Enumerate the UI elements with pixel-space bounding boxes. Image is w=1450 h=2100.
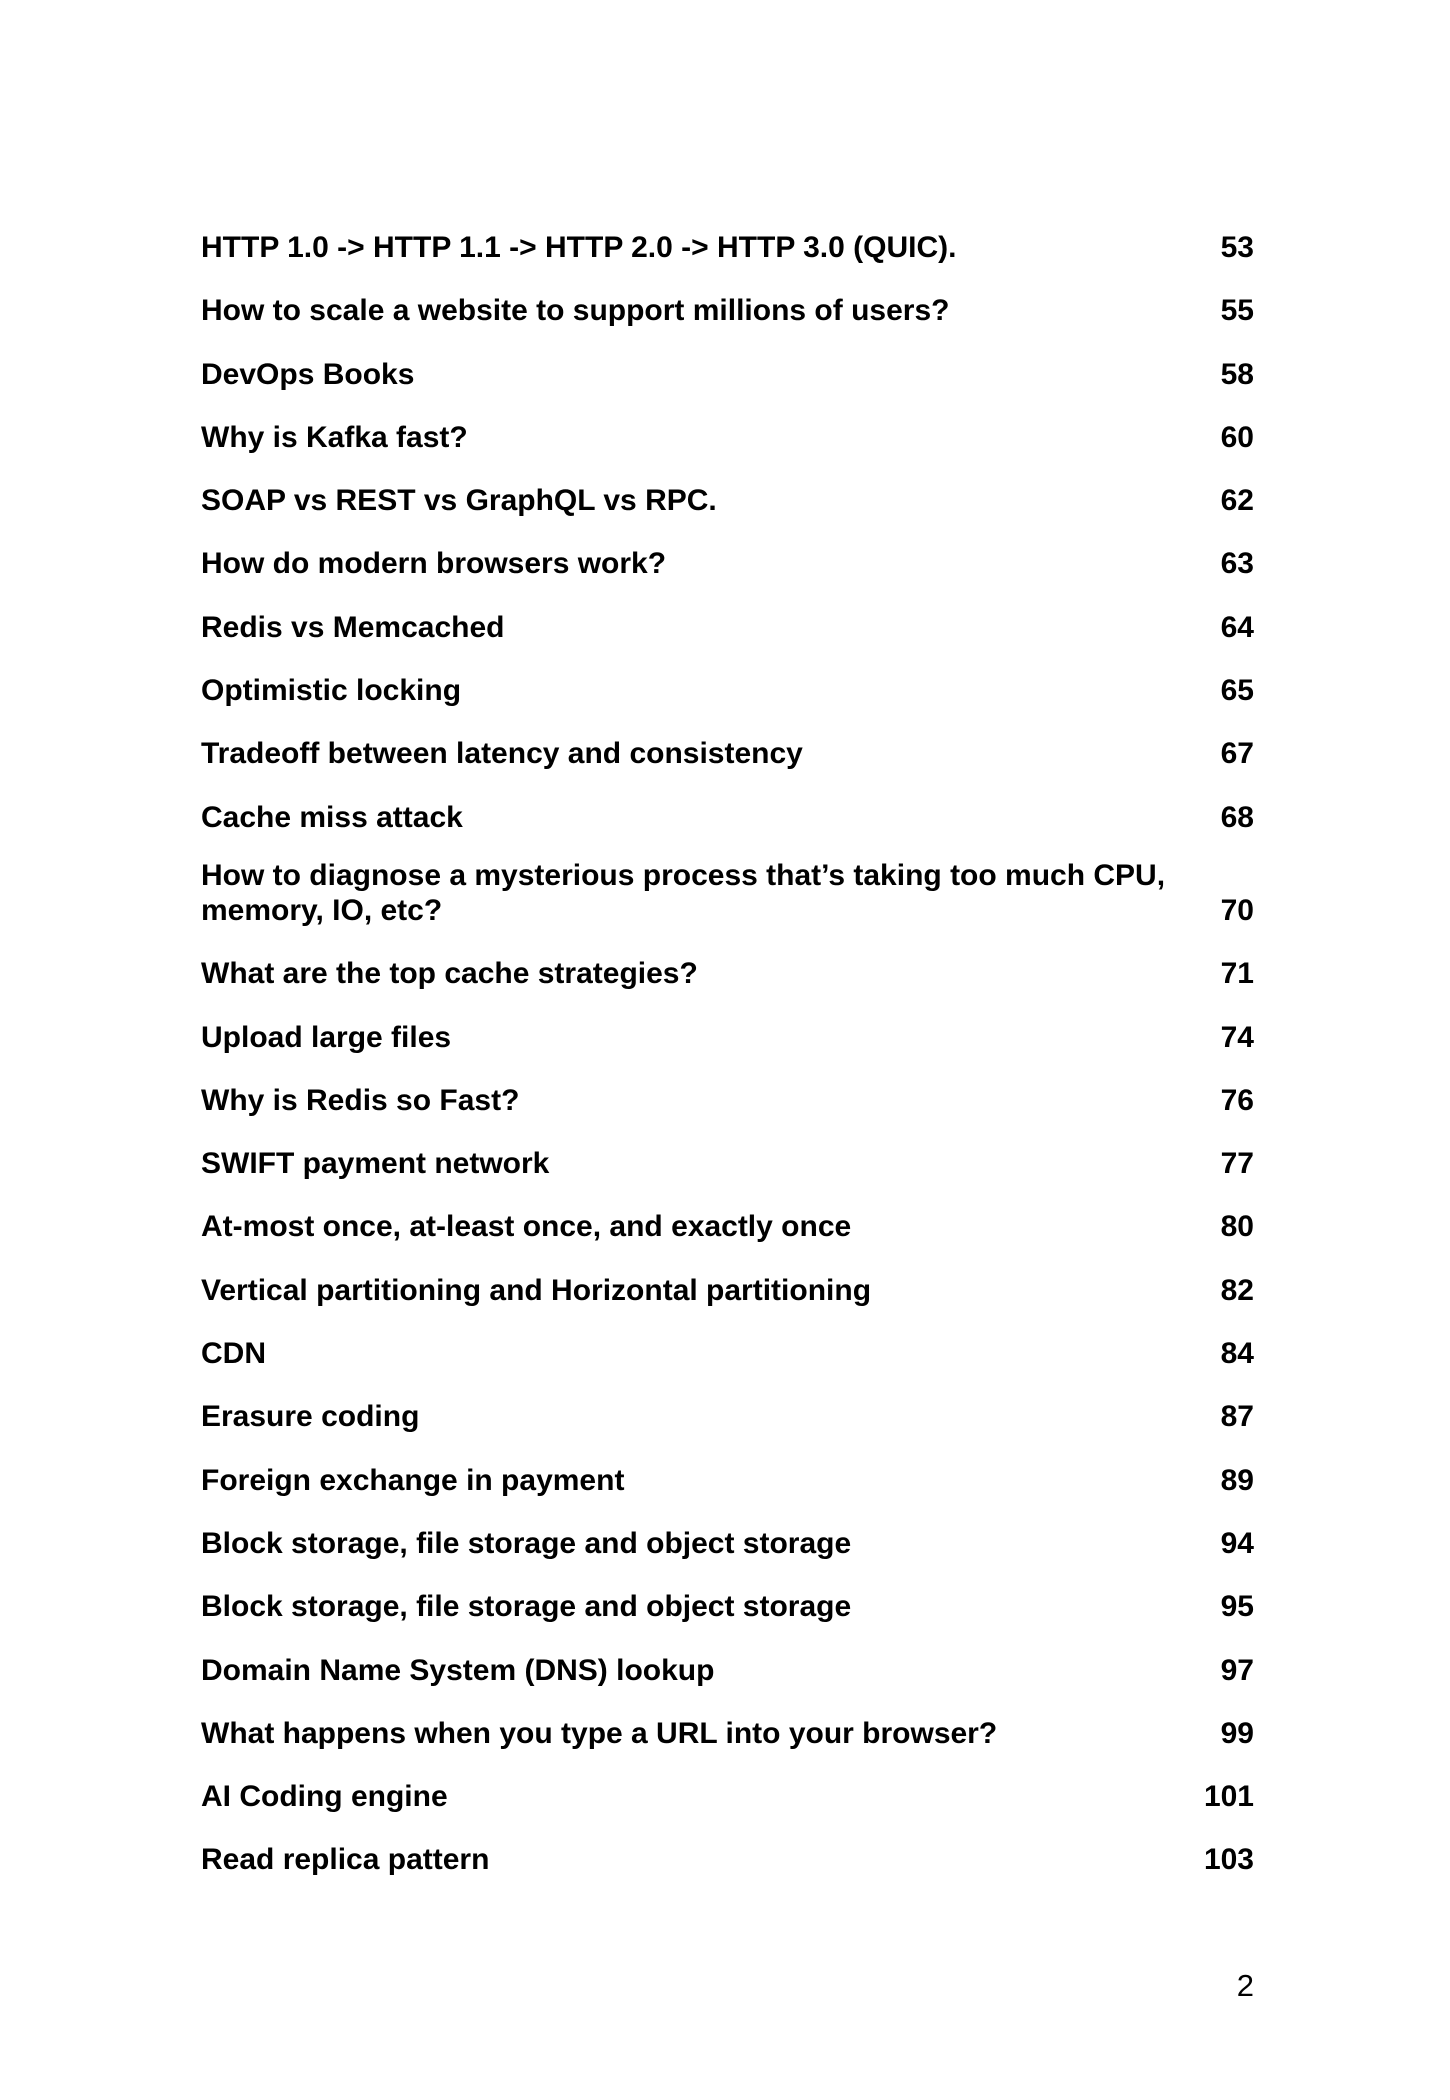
toc-entry-title: AI Coding engine — [201, 1780, 448, 1814]
toc-entry-title: How do modern browsers work? — [201, 547, 667, 581]
toc-entry-page: 87 — [1220, 1400, 1254, 1434]
toc-entry[interactable] — [201, 1268, 1254, 1308]
toc-entry-page: 64 — [1220, 610, 1254, 644]
toc-entry-page: 82 — [1220, 1273, 1254, 1307]
toc-entry-title: Why is Kafka fast? — [201, 420, 468, 454]
toc-entry-page: 80 — [1220, 1210, 1254, 1244]
toc-entry-title: Redis vs Memcached — [201, 610, 505, 644]
toc-entry-title: Upload large files — [201, 1020, 452, 1054]
toc-entry-title: DevOps Books — [201, 357, 415, 391]
toc-entry-title: Foreign exchange in payment — [201, 1463, 625, 1497]
toc-entry-page: 84 — [1220, 1337, 1254, 1371]
toc-entry-page: 62 — [1220, 484, 1254, 518]
page-number: 2 — [1236, 1968, 1254, 2003]
toc-entry-title: Erasure coding — [201, 1400, 420, 1434]
toc-entry-title: HTTP 1.0 -> HTTP 1.1 -> HTTP 2.0 -> HTTP 3.0 (QUIC). — [201, 231, 957, 264]
toc-entry-title: Why is Redis so Fast? — [201, 1083, 520, 1117]
table-of-contents — [201, 225, 1254, 1901]
toc-entry[interactable] — [201, 288, 1254, 328]
toc-entry[interactable] — [201, 795, 1254, 835]
toc-entry-page: 89 — [1220, 1463, 1254, 1497]
toc-entry-title: At-most once, at-least once, and exactly once — [201, 1210, 852, 1244]
toc-entry-page: 71 — [1220, 957, 1254, 991]
toc-entry-title: SOAP vs REST vs GraphQL vs RPC. — [201, 484, 717, 518]
toc-entry-page: 68 — [1220, 800, 1254, 834]
toc-entry-page: 97 — [1220, 1653, 1254, 1687]
toc-entry[interactable] — [201, 1521, 1254, 1561]
toc-entry-title: What are the top cache strategies? — [201, 957, 698, 991]
toc-entry[interactable] — [201, 1078, 1254, 1118]
toc-entry-title: How to scale a website to support millions of users? — [201, 294, 950, 328]
toc-entry-page: 60 — [1220, 420, 1254, 454]
toc-entry-title: CDN — [201, 1337, 266, 1371]
toc-entry-page: 58 — [1220, 357, 1254, 391]
toc-entry-page: 103 — [1203, 1843, 1254, 1877]
toc-entry-page: 94 — [1220, 1526, 1254, 1560]
toc-entry[interactable] — [201, 1711, 1254, 1751]
toc-entry[interactable] — [201, 1204, 1254, 1244]
toc-entry-page: 65 — [1220, 674, 1254, 708]
toc-entry-title: Cache miss attack — [201, 800, 463, 834]
toc-entry-title: What happens when you type a URL into your browser? — [201, 1716, 998, 1750]
toc-entry-page: 55 — [1220, 294, 1254, 328]
toc-entry[interactable] — [201, 541, 1254, 581]
toc-entry-page: 63 — [1220, 547, 1254, 581]
toc-entry[interactable] — [201, 1141, 1254, 1181]
toc-entry-page: 67 — [1220, 737, 1254, 771]
toc-entry[interactable] — [201, 478, 1254, 518]
toc-entry-page: 101 — [1203, 1780, 1254, 1814]
toc-entry-title: Optimistic locking — [201, 674, 462, 708]
toc-entry-title: Vertical partitioning and Horizontal partitioning — [201, 1273, 872, 1307]
toc-entry-page: 74 — [1220, 1020, 1254, 1054]
toc-entry[interactable] — [201, 1458, 1254, 1498]
toc-entry[interactable] — [201, 415, 1254, 455]
toc-entry[interactable] — [201, 352, 1254, 392]
toc-entry-page: 76 — [1220, 1083, 1254, 1117]
toc-entry-title: Block storage, file storage and object storage — [201, 1590, 852, 1624]
toc-entry-page: 53 — [1220, 231, 1254, 264]
toc-entry-page: 99 — [1220, 1716, 1254, 1750]
toc-entry[interactable] — [201, 605, 1254, 645]
toc-entry[interactable] — [201, 1015, 1254, 1055]
toc-entry-title: How to diagnose a mysterious process that’s taking too much CPU, memory, IO, etc? — [201, 858, 1166, 927]
toc-entry-title: Read replica pattern — [201, 1843, 490, 1877]
toc-entry[interactable] — [201, 858, 1254, 928]
toc-entry[interactable] — [201, 225, 1254, 265]
toc-entry-title: SWIFT payment network — [201, 1147, 550, 1181]
toc-entry[interactable] — [201, 951, 1254, 991]
toc-entry[interactable] — [201, 1584, 1254, 1624]
toc-entry[interactable] — [201, 731, 1254, 771]
toc-entry-page: 77 — [1220, 1147, 1254, 1181]
toc-entry[interactable] — [201, 1648, 1254, 1688]
toc-entry-title: Block storage, file storage and object storage — [201, 1526, 852, 1560]
toc-entry[interactable] — [201, 1394, 1254, 1434]
toc-entry[interactable] — [201, 1774, 1254, 1814]
toc-entry-title: Domain Name System (DNS) lookup — [201, 1653, 715, 1687]
toc-entry[interactable] — [201, 668, 1254, 708]
toc-entry[interactable] — [201, 1331, 1254, 1371]
toc-entry-page: 95 — [1220, 1590, 1254, 1624]
toc-entry-title: Tradeoff between latency and consistency — [201, 737, 803, 771]
toc-entry-page: 70 — [1220, 893, 1254, 927]
toc-entry[interactable] — [201, 1837, 1254, 1877]
